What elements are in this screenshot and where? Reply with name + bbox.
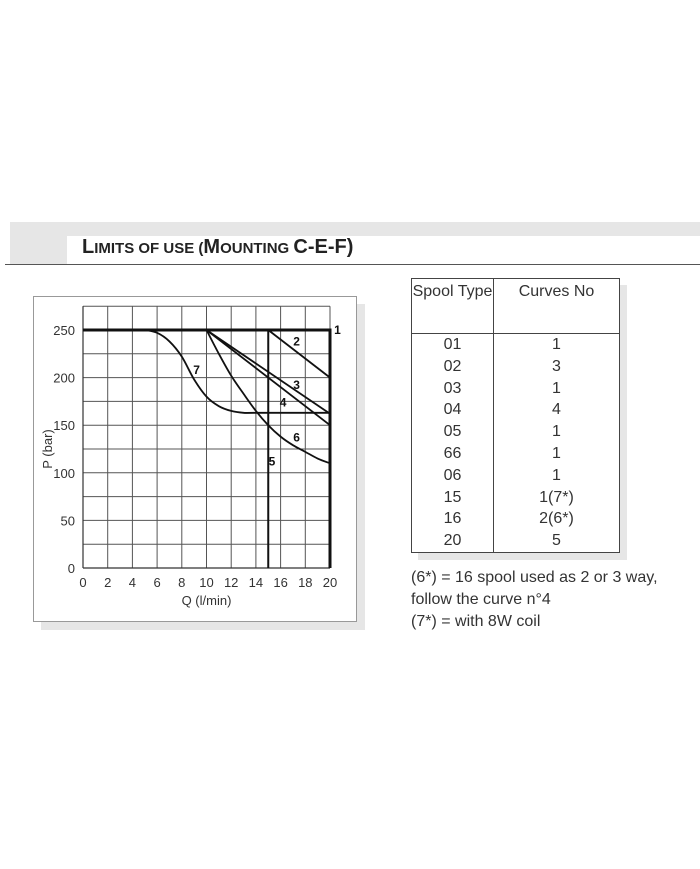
x-tick-label: 6 bbox=[153, 575, 161, 590]
table-row bbox=[412, 399, 620, 421]
spool-type: 20 bbox=[412, 530, 494, 552]
spool-type: 03 bbox=[412, 378, 494, 400]
y-tick-label: 0 bbox=[67, 561, 75, 576]
y-tick-label: 150 bbox=[53, 418, 75, 434]
title-part: OUNTING bbox=[220, 240, 294, 257]
curve-number: 1(7*) bbox=[494, 487, 620, 509]
x-tick-label: 10 bbox=[199, 575, 214, 590]
table-row bbox=[412, 334, 620, 356]
curve-label-7: 7 bbox=[193, 362, 200, 377]
note-6: (6*) = 16 spool used as 2 or 3 way, bbox=[411, 569, 658, 586]
spool-type: 66 bbox=[412, 443, 494, 465]
y-tick-label: 50 bbox=[60, 513, 75, 529]
spool-type: 16 bbox=[412, 508, 494, 530]
y-tick-label: 250 bbox=[53, 323, 75, 338]
spool-type: 15 bbox=[412, 487, 494, 509]
curve-label-4: 4 bbox=[279, 395, 287, 410]
x-tick-label: 0 bbox=[79, 575, 87, 590]
x-tick-label: 20 bbox=[322, 575, 338, 590]
curve-number: 3 bbox=[494, 356, 620, 378]
table-row bbox=[412, 465, 620, 487]
table-row bbox=[412, 443, 620, 465]
x-tick-label: 8 bbox=[178, 575, 186, 590]
y-tick-label: 100 bbox=[53, 465, 75, 481]
table-row bbox=[412, 378, 620, 400]
table-row bbox=[412, 487, 620, 509]
curve-number: 1 bbox=[494, 378, 620, 400]
curve-number: 2(6*) bbox=[494, 508, 620, 530]
x-tick-label: 16 bbox=[273, 575, 288, 590]
title-part: C-E-F) bbox=[293, 236, 354, 258]
y-tick-label: 200 bbox=[53, 370, 75, 386]
curve-7 bbox=[145, 330, 330, 413]
footnotes bbox=[411, 567, 658, 633]
spool-type: 06 bbox=[412, 465, 494, 487]
note-curve4: follow the curve n°4 bbox=[411, 591, 551, 608]
curve-number: 1 bbox=[494, 421, 620, 443]
table-row bbox=[412, 356, 620, 378]
title-part: IMITS OF USE ( bbox=[94, 240, 204, 257]
spool-type: 02 bbox=[412, 356, 494, 378]
note-7: (7*) = with 8W coil bbox=[411, 613, 541, 630]
x-tick-label: 18 bbox=[298, 575, 313, 590]
table-row bbox=[412, 508, 620, 530]
curve-label-6: 6 bbox=[293, 430, 300, 445]
x-axis-label: Q (l/min) bbox=[181, 593, 232, 608]
curve-number: 1 bbox=[494, 443, 620, 465]
table-row bbox=[412, 421, 620, 443]
curve-number: 4 bbox=[494, 399, 620, 421]
curve-number: 1 bbox=[494, 465, 620, 487]
x-tick-label: 12 bbox=[223, 575, 239, 590]
spool-type: 04 bbox=[412, 399, 494, 421]
spool-type: 05 bbox=[412, 421, 494, 443]
title-part: L bbox=[82, 236, 95, 258]
y-axis-label: P (bar) bbox=[40, 429, 55, 469]
header-curves-no: Curves No bbox=[494, 279, 620, 334]
curve-number: 5 bbox=[494, 530, 620, 552]
curve-label-1: 1 bbox=[334, 323, 341, 337]
curve-label-5: 5 bbox=[268, 454, 276, 469]
curve-label-3: 3 bbox=[293, 378, 300, 393]
x-tick-label: 4 bbox=[128, 575, 137, 590]
title-part: M bbox=[203, 236, 221, 258]
curve-number: 1 bbox=[494, 334, 620, 356]
x-tick-label: 2 bbox=[104, 575, 112, 590]
spool-type: 01 bbox=[412, 334, 494, 356]
curve-label-2: 2 bbox=[293, 334, 300, 349]
x-tick-label: 14 bbox=[248, 575, 264, 590]
header-spool-type: Spool Type bbox=[412, 279, 494, 334]
table-row bbox=[412, 530, 620, 552]
spool-table bbox=[411, 278, 620, 553]
